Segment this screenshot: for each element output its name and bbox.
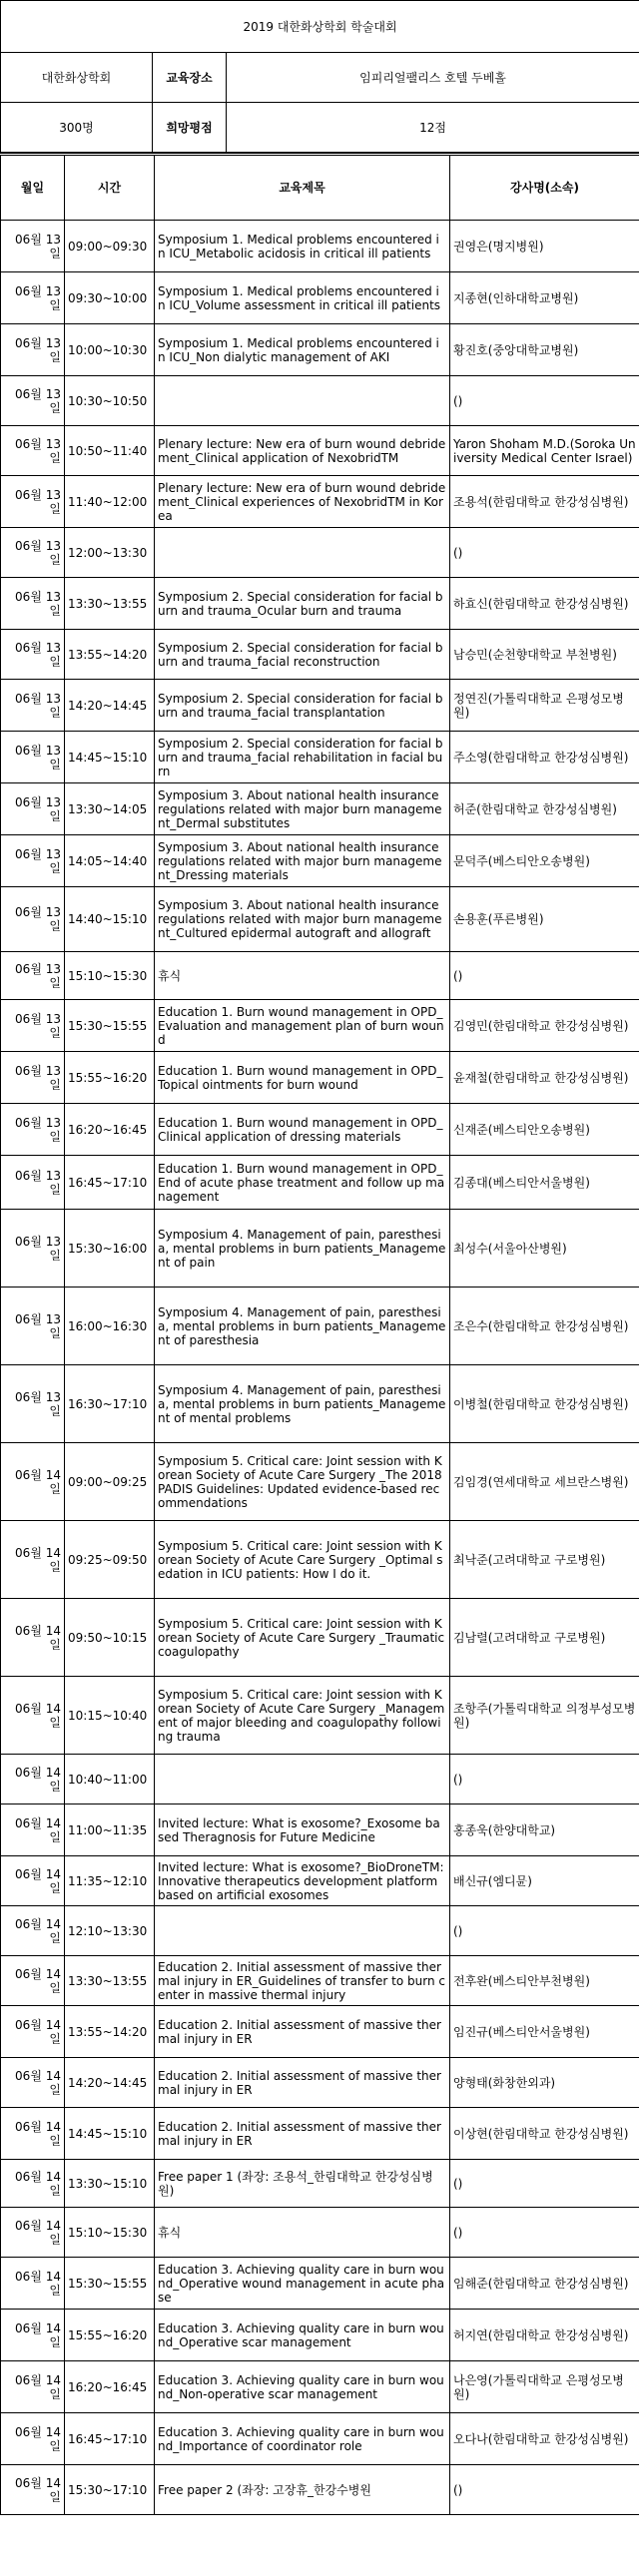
speaker-cell: 조용석(한림대학교 한강성심병원) <box>450 476 639 528</box>
topic-cell: Free paper 2 (좌장: 고장휴_한강수병원 <box>155 2465 450 2515</box>
page-title: 2019 대한화상학회 학술대회 <box>1 1 639 53</box>
table-row <box>1 2058 639 2108</box>
topic-cell: Education 2. Initial assessment of massive thermal injury in ER <box>155 2108 450 2160</box>
time-cell: 09:30~10:00 <box>65 272 155 324</box>
date-cell: 06월 14일 <box>1 2160 65 2208</box>
time-cell: 13:55~14:20 <box>65 630 155 680</box>
table-row <box>1 1210 639 1288</box>
time-cell: 15:30~15:55 <box>65 2258 155 2310</box>
speaker-cell: 정연진(가톨릭대학교 은평성모병원) <box>450 680 639 732</box>
speaker-cell: 황진호(중앙대학교병원) <box>450 324 639 376</box>
date-cell: 06월 13일 <box>1 835 65 887</box>
topic-cell <box>155 1906 450 1956</box>
time-cell: 10:15~10:40 <box>65 1677 155 1755</box>
speaker-cell: 양형태(화창한외과) <box>450 2058 639 2108</box>
date-cell: 06월 13일 <box>1 324 65 376</box>
date-cell: 06월 13일 <box>1 1052 65 1104</box>
speaker-cell: 나은영(가톨릭대학교 은평성모병원) <box>450 2361 639 2413</box>
time-cell: 10:50~11:40 <box>65 426 155 476</box>
date-cell: 06월 13일 <box>1 376 65 426</box>
time-cell: 09:00~09:25 <box>65 1443 155 1521</box>
table-row <box>1 2160 639 2208</box>
topic-cell: Education 1. Burn wound management in OPD_Evaluation and management plan of burn wound <box>155 1000 450 1052</box>
date-cell: 06월 13일 <box>1 1365 65 1443</box>
speaker-cell: 최낙준(고려대학교 구로병원) <box>450 1521 639 1599</box>
topic-cell <box>155 528 450 578</box>
speaker-cell: () <box>450 952 639 1000</box>
topic-cell: Symposium 3. About national health insurance regulations related with major burn management_Dermal substitutes <box>155 783 450 835</box>
topic-cell: Symposium 1. Medical problems encountered in ICU_Volume assessment in critical ill patients <box>155 272 450 324</box>
time-cell: 14:45~15:10 <box>65 2108 155 2160</box>
speaker-cell: 하효신(한림대학교 한강성심병원) <box>450 578 639 630</box>
topic-cell: Symposium 5. Critical care: Joint session with Korean Society of Acute Care Surgery _The 2018 PADIS Guidelines: Updated evidence-based recommendations <box>155 1443 450 1521</box>
speaker-cell: () <box>450 2465 639 2515</box>
table-row <box>1 2208 639 2258</box>
date-cell: 06월 14일 <box>1 1677 65 1755</box>
topic-cell: Education 2. Initial assessment of massive thermal injury in ER <box>155 2006 450 2058</box>
table-row <box>1 324 639 376</box>
table-row <box>1 1052 639 1104</box>
time-cell: 13:30~13:55 <box>65 1956 155 2006</box>
header-speaker: 강사명(소속) <box>450 155 639 221</box>
table-row <box>1 1956 639 2006</box>
time-cell: 13:30~13:55 <box>65 578 155 630</box>
time-cell: 15:30~17:10 <box>65 2465 155 2515</box>
date-cell: 06월 13일 <box>1 1000 65 1052</box>
table-row <box>1 1156 639 1210</box>
topic-cell: Invited lecture: What is exosome?_Exosome based Theragnosis for Future Medicine <box>155 1804 450 1856</box>
table-row <box>1 1104 639 1156</box>
speaker-cell: 윤재철(한림대학교 한강성심병원) <box>450 1052 639 1104</box>
topic-cell: Symposium 3. About national health insurance regulations related with major burn management_Cultured epidermal autograft and allograft <box>155 887 450 952</box>
date-cell: 06월 13일 <box>1 578 65 630</box>
date-cell: 06월 14일 <box>1 1956 65 2006</box>
topic-cell: Symposium 5. Critical care: Joint session with Korean Society of Acute Care Surgery _Traumatic coagulopathy <box>155 1599 450 1677</box>
topic-cell: Symposium 2. Special consideration for facial burn and trauma_facial transplantation <box>155 680 450 732</box>
table-row <box>1 2465 639 2515</box>
time-cell: 15:55~16:20 <box>65 2310 155 2361</box>
table-row <box>1 221 639 272</box>
time-cell: 09:50~10:15 <box>65 1599 155 1677</box>
time-cell: 13:55~14:20 <box>65 2006 155 2058</box>
time-cell: 11:40~12:00 <box>65 476 155 528</box>
table-row <box>1 732 639 783</box>
schedule-body <box>1 221 639 2515</box>
speaker-cell: 김남렬(고려대학교 구로병원) <box>450 1599 639 1677</box>
time-cell: 15:10~15:30 <box>65 2208 155 2258</box>
table-row <box>1 952 639 1000</box>
time-cell: 11:00~11:35 <box>65 1804 155 1856</box>
table-row <box>1 2361 639 2413</box>
date-cell: 06월 14일 <box>1 1856 65 1906</box>
table-row <box>1 578 639 630</box>
topic-cell: 휴식 <box>155 952 450 1000</box>
topic-cell: Symposium 4. Management of pain, paresthesia, mental problems in burn patients_Management of paresthesia <box>155 1288 450 1365</box>
date-cell: 06월 13일 <box>1 426 65 476</box>
time-cell: 10:00~10:30 <box>65 324 155 376</box>
topic-cell: Plenary lecture: New era of burn wound debridement_Clinical application of NexobridTM <box>155 426 450 476</box>
speaker-cell: 임진규(베스티안서울병원) <box>450 2006 639 2058</box>
time-cell: 13:30~15:10 <box>65 2160 155 2208</box>
header-table <box>0 0 639 153</box>
date-cell: 06월 13일 <box>1 1104 65 1156</box>
date-cell: 06월 13일 <box>1 1210 65 1288</box>
time-cell: 11:35~12:10 <box>65 1856 155 1906</box>
table-row <box>1 476 639 528</box>
date-cell: 06월 13일 <box>1 680 65 732</box>
time-cell: 14:20~14:45 <box>65 2058 155 2108</box>
topic-cell: Plenary lecture: New era of burn wound debridement_Clinical experiences of NexobridTM in Korea <box>155 476 450 528</box>
date-cell: 06월 14일 <box>1 2108 65 2160</box>
speaker-cell: 주소영(한림대학교 한강성심병원) <box>450 732 639 783</box>
table-row <box>1 630 639 680</box>
table-row <box>1 1000 639 1052</box>
topic-cell <box>155 1755 450 1804</box>
speaker-cell: () <box>450 2160 639 2208</box>
venue-label: 교육장소 <box>153 53 227 103</box>
date-cell: 06월 13일 <box>1 783 65 835</box>
topic-cell: Symposium 4. Management of pain, paresthesia, mental problems in burn patients_Management of pain <box>155 1210 450 1288</box>
topic-cell: Symposium 1. Medical problems encountered in ICU_Non dialytic management of AKI <box>155 324 450 376</box>
date-cell: 06월 14일 <box>1 1755 65 1804</box>
date-cell: 06월 14일 <box>1 1804 65 1856</box>
table-row <box>1 887 639 952</box>
date-cell: 06월 13일 <box>1 732 65 783</box>
time-cell: 15:10~15:30 <box>65 952 155 1000</box>
header-date: 월일 <box>1 155 65 221</box>
table-row <box>1 1906 639 1956</box>
topic-cell: Symposium 3. About national health insurance regulations related with major burn management_Dressing materials <box>155 835 450 887</box>
date-cell: 06월 14일 <box>1 2208 65 2258</box>
time-cell: 16:45~17:10 <box>65 2413 155 2465</box>
time-cell: 13:30~14:05 <box>65 783 155 835</box>
time-cell: 15:55~16:20 <box>65 1052 155 1104</box>
topic-cell: Symposium 4. Management of pain, paresthesia, mental problems in burn patients_Management of mental problems <box>155 1365 450 1443</box>
score-value: 12점 <box>227 103 639 153</box>
table-row <box>1 528 639 578</box>
venue-value: 임피리얼팰리스 호텔 두베홀 <box>227 53 639 103</box>
time-cell: 16:30~17:10 <box>65 1365 155 1443</box>
topic-cell <box>155 376 450 426</box>
speaker-cell: 허준(한림대학교 한강성심병원) <box>450 783 639 835</box>
table-row <box>1 272 639 324</box>
date-cell: 06월 14일 <box>1 1906 65 1956</box>
topic-cell: Symposium 2. Special consideration for facial burn and trauma_facial reconstruction <box>155 630 450 680</box>
schedule-table <box>0 153 639 2515</box>
date-cell: 06월 14일 <box>1 2413 65 2465</box>
speaker-cell: () <box>450 1906 639 1956</box>
table-row <box>1 2108 639 2160</box>
speaker-cell: 조항주(가톨릭대학교 의정부성모병원) <box>450 1677 639 1755</box>
time-cell: 12:00~13:30 <box>65 528 155 578</box>
table-row <box>1 426 639 476</box>
topic-cell: Invited lecture: What is exosome?_BioDroneTM: Innovative therapeutics development platform based on artificial exosomes <box>155 1856 450 1906</box>
topic-cell: Education 3. Achieving quality care in burn wound_Importance of coordinator role <box>155 2413 450 2465</box>
speaker-cell: 권영은(명지병원) <box>450 221 639 272</box>
speaker-cell: () <box>450 2208 639 2258</box>
date-cell: 06월 14일 <box>1 2310 65 2361</box>
speaker-cell: 허지연(한림대학교 한강성심병원) <box>450 2310 639 2361</box>
time-cell: 09:25~09:50 <box>65 1521 155 1599</box>
topic-cell: Symposium 2. Special consideration for facial burn and trauma_Ocular burn and trauma <box>155 578 450 630</box>
table-row <box>1 1521 639 1599</box>
time-cell: 12:10~13:30 <box>65 1906 155 1956</box>
speaker-cell: 신재준(베스티안오송병원) <box>450 1104 639 1156</box>
date-cell: 06월 13일 <box>1 887 65 952</box>
table-row <box>1 1288 639 1365</box>
topic-cell: Education 1. Burn wound management in OPD_Clinical application of dressing materials <box>155 1104 450 1156</box>
topic-cell: Symposium 5. Critical care: Joint session with Korean Society of Acute Care Surgery _Optimal sedation in ICU patients: How I do it. <box>155 1521 450 1599</box>
speaker-cell: 김영민(한림대학교 한강성심병원) <box>450 1000 639 1052</box>
speaker-cell: 배신규(엠디뮨) <box>450 1856 639 1906</box>
speaker-cell: 문덕주(베스티안오송병원) <box>450 835 639 887</box>
date-cell: 06월 13일 <box>1 1156 65 1210</box>
time-cell: 16:00~16:30 <box>65 1288 155 1365</box>
date-cell: 06월 14일 <box>1 2361 65 2413</box>
table-row <box>1 2413 639 2465</box>
date-cell: 06월 13일 <box>1 952 65 1000</box>
date-cell: 06월 14일 <box>1 1521 65 1599</box>
speaker-cell: () <box>450 376 639 426</box>
header-time: 시간 <box>65 155 155 221</box>
speaker-cell: 김임경(연세대학교 세브란스병원) <box>450 1443 639 1521</box>
time-cell: 15:30~15:55 <box>65 1000 155 1052</box>
topic-cell: Symposium 1. Medical problems encountered in ICU_Metabolic acidosis in critical ill patients <box>155 221 450 272</box>
speaker-cell: Yaron Shoham M.D.(Soroka University Medical Center Israel) <box>450 426 639 476</box>
org-name: 대한화상학회 <box>1 53 153 103</box>
speaker-cell: 전후완(베스티안부천병원) <box>450 1956 639 2006</box>
time-cell: 14:40~15:10 <box>65 887 155 952</box>
date-cell: 06월 13일 <box>1 528 65 578</box>
time-cell: 16:20~16:45 <box>65 2361 155 2413</box>
table-row <box>1 1804 639 1856</box>
topic-cell: Symposium 5. Critical care: Joint session with Korean Society of Acute Care Surgery _Management of major bleeding and coagulopathy following trauma <box>155 1677 450 1755</box>
speaker-cell: 지종현(인하대학교병원) <box>450 272 639 324</box>
table-row <box>1 1856 639 1906</box>
speaker-cell: 손용훈(푸른병원) <box>450 887 639 952</box>
speaker-cell: 조은수(한림대학교 한강성심병원) <box>450 1288 639 1365</box>
topic-cell: Education 3. Achieving quality care in burn wound_Operative wound management in acute phase <box>155 2258 450 2310</box>
table-row <box>1 2006 639 2058</box>
time-cell: 14:45~15:10 <box>65 732 155 783</box>
date-cell: 06월 14일 <box>1 2258 65 2310</box>
table-row <box>1 1365 639 1443</box>
speaker-cell: 홍종욱(한양대학교) <box>450 1804 639 1856</box>
topic-cell: Education 2. Initial assessment of massive thermal injury in ER_Guidelines of transfer to burn center in massive thermal injury <box>155 1956 450 2006</box>
speaker-cell: () <box>450 528 639 578</box>
time-cell: 09:00~09:30 <box>65 221 155 272</box>
speaker-cell: () <box>450 1755 639 1804</box>
date-cell: 06월 13일 <box>1 476 65 528</box>
time-cell: 16:20~16:45 <box>65 1104 155 1156</box>
speaker-cell: 남승민(순천향대학교 부천병원) <box>450 630 639 680</box>
topic-cell: Education 3. Achieving quality care in burn wound_Operative scar management <box>155 2310 450 2361</box>
table-row <box>1 835 639 887</box>
date-cell: 06월 14일 <box>1 1443 65 1521</box>
topic-cell: Free paper 1 (좌장: 조용석_한림대학교 한강성심병원) <box>155 2160 450 2208</box>
score-label: 희망평점 <box>153 103 227 153</box>
time-cell: 10:40~11:00 <box>65 1755 155 1804</box>
speaker-cell: 최성수(서울아산병원) <box>450 1210 639 1288</box>
table-row <box>1 783 639 835</box>
date-cell: 06월 13일 <box>1 630 65 680</box>
topic-cell: Education 2. Initial assessment of massive thermal injury in ER <box>155 2058 450 2108</box>
table-row <box>1 1599 639 1677</box>
speaker-cell: 이병철(한림대학교 한강성심병원) <box>450 1365 639 1443</box>
table-row <box>1 1755 639 1804</box>
table-row <box>1 1443 639 1521</box>
date-cell: 06월 13일 <box>1 272 65 324</box>
header-topic: 교육제목 <box>155 155 450 221</box>
date-cell: 06월 13일 <box>1 221 65 272</box>
topic-cell: Education 1. Burn wound management in OPD_Topical ointments for burn wound <box>155 1052 450 1104</box>
table-row <box>1 2258 639 2310</box>
time-cell: 14:20~14:45 <box>65 680 155 732</box>
time-cell: 14:05~14:40 <box>65 835 155 887</box>
topic-cell: Education 1. Burn wound management in OPD_End of acute phase treatment and follow up management <box>155 1156 450 1210</box>
speaker-cell: 임해준(한림대학교 한강성심병원) <box>450 2258 639 2310</box>
speaker-cell: 이상현(한림대학교 한강성심병원) <box>450 2108 639 2160</box>
table-row <box>1 680 639 732</box>
date-cell: 06월 14일 <box>1 2006 65 2058</box>
date-cell: 06월 14일 <box>1 1599 65 1677</box>
time-cell: 16:45~17:10 <box>65 1156 155 1210</box>
date-cell: 06월 13일 <box>1 1288 65 1365</box>
table-row <box>1 2310 639 2361</box>
topic-cell: Symposium 2. Special consideration for facial burn and trauma_facial rehabilitation in facial burn <box>155 732 450 783</box>
topic-cell: 휴식 <box>155 2208 450 2258</box>
speaker-cell: 김종대(베스티안서울병원) <box>450 1156 639 1210</box>
table-row <box>1 376 639 426</box>
date-cell: 06월 14일 <box>1 2465 65 2515</box>
speaker-cell: 오다나(한림대학교 한강성심병원) <box>450 2413 639 2465</box>
table-row <box>1 1677 639 1755</box>
time-cell: 10:30~10:50 <box>65 376 155 426</box>
topic-cell: Education 3. Achieving quality care in burn wound_Non-operative scar management <box>155 2361 450 2413</box>
capacity-value: 300명 <box>1 103 153 153</box>
time-cell: 15:30~16:00 <box>65 1210 155 1288</box>
date-cell: 06월 14일 <box>1 2058 65 2108</box>
